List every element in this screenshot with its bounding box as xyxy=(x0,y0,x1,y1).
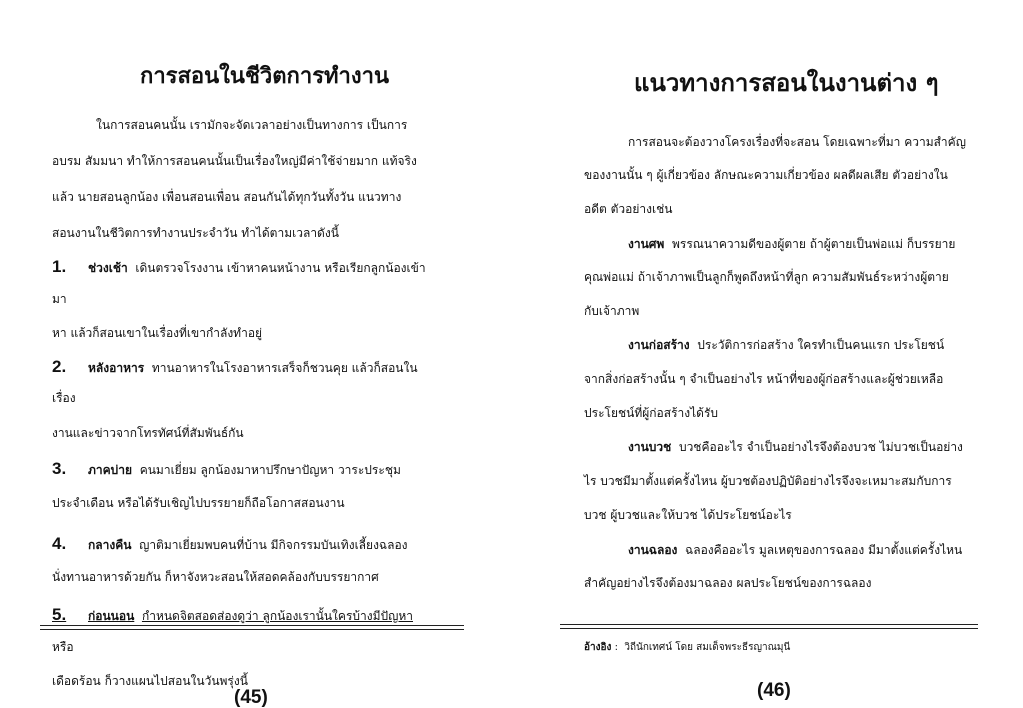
item-continuation: ประจำเดือน หรือได้รับเชิญไปบรรยายก็ถือโอกาสสอนงาน xyxy=(52,496,345,510)
item-heading: ช่วงเช้า xyxy=(88,261,128,275)
footer-rule xyxy=(560,624,978,625)
paragraph-line: ในการสอนคนนั้น เรามักจะจัดเวลาอย่างเป็นทางการ เป็นการ xyxy=(96,118,408,132)
list-item-3 xyxy=(52,459,401,480)
list-item-5 xyxy=(52,605,413,626)
reference-separator: : xyxy=(614,642,618,653)
reference-label: อ้างอิง xyxy=(584,642,612,653)
item-text: คนมาเยี่ยม ลูกน้องมาหาปรึกษาปัญหา วาระประชุม xyxy=(139,463,401,477)
item-number: 5. xyxy=(52,605,67,624)
section-line: กับเจ้าภาพ xyxy=(584,304,640,318)
section-heading: งานศพ xyxy=(628,237,665,251)
paragraph-line: อบรม สัมมนา ทำให้การสอนคนนั้นเป็นเรื่องใหญ่มีค่าใช้จ่ายมาก แท้จริง xyxy=(52,154,417,168)
right-page xyxy=(560,0,1023,708)
section-heading: งานบวช xyxy=(628,440,672,454)
page-title: การสอนในชีวิตการทำงาน xyxy=(140,63,390,89)
reference-text: วิถีนักเทศน์ โดย สมเด็จพระธีรญาณมุนี xyxy=(624,642,791,653)
item-heading: ก่อนนอน xyxy=(88,609,135,623)
item-number: 1. xyxy=(52,257,67,276)
item-number: 3. xyxy=(52,459,67,478)
list-item-1 xyxy=(52,257,426,278)
item-text: เดินตรวจโรงงาน เข้าหาคนหน้างาน หรือเรียกลูกน้องเข้า xyxy=(135,261,426,275)
section-text: ฉลองคืออะไร มูลเหตุของการฉลอง มีมาตั้งแต่ครั้งไหน xyxy=(685,543,963,557)
section-celebration xyxy=(628,541,962,560)
item-number: 4. xyxy=(52,534,67,553)
paragraph-line: แล้ว นายสอนลูกน้อง เพื่อนสอนเพื่อน สอนกันได้ทุกวันทั้งวัน แนวทาง xyxy=(52,190,402,204)
item-text: กำหนดจิตสอดส่องดูว่า ลูกน้องเรานั้นใครบ้างมีปัญหา xyxy=(141,609,413,623)
item-text: ทานอาหารในโรงอาหารเสร็จก็ชวนคุย แล้วก็สอนใน xyxy=(151,361,418,375)
list-item-2 xyxy=(52,357,418,378)
item-continuation: งานและข่าวจากโทรทัศน์ที่สัมพันธ์กัน xyxy=(52,426,244,440)
paragraph-line: ของงานนั้น ๆ ผู้เกี่ยวข้อง ลักษณะความเกี่ยวข้อง ผลดีผลเสีย ตัวอย่างใน xyxy=(584,168,948,182)
section-construction xyxy=(628,336,944,355)
section-line: ไร บวชมีมาตั้งแต่ครั้งไหน ผู้บวชต้องปฏิบัติอย่างไรจึงจะเหมาะสมกับการ xyxy=(584,474,952,488)
left-page xyxy=(0,0,500,708)
section-ordination xyxy=(628,438,963,457)
section-line: บวช ผู้บวชและให้บวช ได้ประโยชน์อะไร xyxy=(584,508,792,522)
page-title: แนวทางการสอนในงานต่าง ๆ xyxy=(634,68,939,97)
section-line: คุณพ่อแม่ ถ้าเจ้าภาพเป็นลูกก็พูดถึงหน้าที่ลูก ความสัมพันธ์ระหว่างผู้ตาย xyxy=(584,270,949,284)
paragraph-line: สอนงานในชีวิตการทำงานประจำวัน ทำได้ตามเวลาดังนี้ xyxy=(52,226,339,240)
section-text: ประวัติการก่อสร้าง ใครทำเป็นคนแรก ประโยชน์ xyxy=(697,338,945,352)
footer-rule xyxy=(560,628,978,629)
list-item-4 xyxy=(52,534,408,555)
section-heading: งานก่อสร้าง xyxy=(628,338,690,352)
item-text: ญาติมาเยี่ยมพบคนที่บ้าน มีกิจกรรมบันเทิงเลี้ยงฉลอง xyxy=(139,538,408,552)
page-number: (46) xyxy=(757,680,791,701)
section-line: สำคัญอย่างไรจึงต้องมาฉลอง ผลประโยชน์ของการฉลอง xyxy=(584,576,872,590)
paragraph-line: อดีต ตัวอย่างเช่น xyxy=(584,202,673,216)
section-funeral xyxy=(628,235,955,254)
item-number: 2. xyxy=(52,357,67,376)
item-continuation: นั่งทานอาหารด้วยกัน ก็หาจังหวะสอนให้สอดคล้องกับบรรยากาศ xyxy=(52,570,379,584)
paragraph-line: การสอนจะต้องวางโครงเรื่องที่จะสอน โดยเฉพาะที่มา ความสำคัญ xyxy=(628,135,966,149)
item-wrap: เรื่อง xyxy=(52,391,76,405)
item-heading: กลางคืน xyxy=(88,538,132,552)
section-text: พรรณนาความดีของผู้ตาย ถ้าผู้ตายเป็นพ่อแม่ ก็บรรยาย xyxy=(671,237,956,251)
footer-rule xyxy=(40,629,464,630)
reference xyxy=(584,640,790,655)
item-wrap: มา xyxy=(52,292,67,306)
footer-rule xyxy=(40,625,464,626)
section-text: บวชคืออะไร จำเป็นอย่างไรจึงต้องบวช ไม่บวชเป็นอย่าง xyxy=(678,440,963,454)
item-continuation: เดือดร้อน ก็วางแผนไปสอนในวันพรุ่งนี้ xyxy=(52,674,248,688)
section-heading: งานฉลอง xyxy=(628,543,678,557)
section-line: ประโยชน์ที่ผู้ก่อสร้างได้รับ xyxy=(584,406,719,420)
item-heading: ภาคบ่าย xyxy=(88,463,133,477)
item-wrap: หรือ xyxy=(52,640,74,654)
section-line: จากสิ่งก่อสร้างนั้น ๆ จำเป็นอย่างไร หน้าที่ของผู้ก่อสร้างและผู้ช่วยเหลือ xyxy=(584,372,944,386)
item-continuation: หา แล้วก็สอนเขาในเรื่องที่เขากำลังทำอยู่ xyxy=(52,326,263,340)
item-heading: หลังอาหาร xyxy=(88,361,145,375)
page-number: (45) xyxy=(234,687,268,708)
